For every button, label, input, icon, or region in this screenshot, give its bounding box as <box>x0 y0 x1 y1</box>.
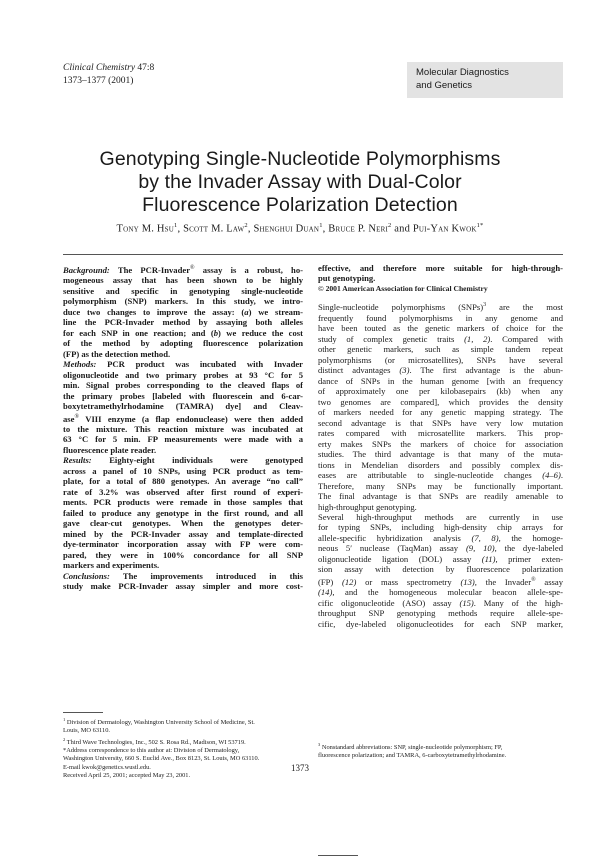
journal-pages: 1373–1377 <box>63 76 106 86</box>
text-run: (FP) as the detection method. <box>63 348 171 359</box>
text-run: Single-nucleotide polymorphisms (SNPs) <box>318 302 484 313</box>
text-run: line the PCR-Invader method by assaying both alleles <box>63 317 303 328</box>
text-run: rate of 3.2% was observed after first round of experi- <box>63 486 303 497</box>
text-line <box>318 334 563 344</box>
text-run: cific, dye-labeled oligonucleotides for each SNP marker, <box>318 618 563 629</box>
text-line <box>318 564 563 574</box>
text-run: second advantage is that SNPs have very low mutation <box>318 417 563 428</box>
author-separator: , <box>177 223 184 235</box>
text-line <box>63 736 308 747</box>
header-rule <box>63 254 563 255</box>
text-run: (3) <box>399 365 410 376</box>
footnotes-right <box>318 741 563 761</box>
text-run: for typing SNPs, including high-density chip arrays for <box>318 522 563 533</box>
author-name: Scott M. Law <box>183 223 245 235</box>
text-run: put genotyping. <box>318 273 376 284</box>
text-line <box>63 445 303 455</box>
text-run: , the Invader <box>474 576 532 587</box>
text-run: ase <box>63 413 75 424</box>
text-run: dance of SNPs in the human genome [with an frequency <box>318 375 563 386</box>
text-run: The improvements introduced in this <box>109 570 303 581</box>
copyright-line: © 2001 American Association for Clinical Chemistry <box>318 283 488 293</box>
text-run: Nonstandard abbreviations: SNP, single-nucleotide polymorphism; FP, <box>320 744 503 752</box>
text-run: 63 °C for 5 min. FP measurements were made with a <box>63 434 303 445</box>
text-line <box>63 581 303 591</box>
text-run: or mass spectrometry <box>356 576 461 587</box>
text-line <box>318 543 563 553</box>
text-run: , and the homogeneous molecular beacon allele-spe- <box>332 587 563 598</box>
text-run: failed to produce any genotype in the first round, and all <box>63 507 303 518</box>
right-column <box>318 263 563 629</box>
superscript: ® <box>531 576 536 583</box>
text-run: fluorescence plate reader. <box>63 444 157 455</box>
text-line <box>318 522 563 532</box>
text-line <box>318 300 563 312</box>
text-run: polymorphism (SNP) markers. In this study, we intro- <box>63 296 303 307</box>
text-line <box>318 481 563 491</box>
text-run: study make PCR-Invader assay simpler and more cost- <box>63 581 303 592</box>
section-label-box <box>407 62 563 98</box>
text-run: The final advantage is that SNPs are readily amenable to <box>318 491 563 502</box>
text-line <box>63 307 303 317</box>
text-line <box>63 487 303 497</box>
text-run: tions in Mendelian disorders and possibly complex dis- <box>318 459 563 470</box>
text-run: the primary probes [labeled with fluorescein and 6-car- <box>63 390 303 401</box>
text-line <box>318 533 563 543</box>
author-name: Tony M. Hsu <box>116 223 175 235</box>
text-run: oligonucleotide and two primary probes at 93 °C for 5 <box>63 369 303 380</box>
text-line <box>63 349 303 359</box>
intro-body-text <box>318 300 563 629</box>
text-run: (1, 2) <box>464 333 491 344</box>
text-line <box>63 317 303 327</box>
text-line <box>63 497 303 507</box>
text-line <box>63 772 308 780</box>
text-run: , the dye-labeled <box>494 543 563 554</box>
text-run: ments. PCR products were remade in those samples that <box>63 497 303 508</box>
text-line <box>63 727 308 735</box>
text-run: Eighty-eight individuals were genotyped <box>91 455 303 466</box>
text-run: pared, they were in 100% concordance for all SNP <box>63 549 303 560</box>
text-run: . Many of the high- <box>473 597 563 608</box>
text-line <box>318 752 563 760</box>
text-run: rates compared with microsatellite markers. This prop- <box>318 428 563 439</box>
text-run: PCR product was incubated with Invader <box>96 359 303 370</box>
text-run: distinct advantages <box>318 365 400 376</box>
text-run: other genetic markers, such as simple tandem repeat <box>318 344 563 355</box>
text-line <box>318 397 563 407</box>
text-run: are the most <box>486 302 563 313</box>
text-run: . Compared with <box>490 333 563 344</box>
text-line <box>63 455 303 465</box>
text-line <box>318 608 563 618</box>
text-line <box>318 439 563 449</box>
text-run: Therefore, many SNPs may be functionally important. <box>318 480 563 491</box>
text-run: min. Signal probes corresponding to the cleaved flaps of <box>63 380 303 391</box>
text-line <box>63 716 308 727</box>
superscript: 1 <box>63 717 66 722</box>
text-run: assay is a robust, ho- <box>194 264 303 275</box>
author-name: Shenghui Duan <box>253 223 320 235</box>
text-line <box>63 391 303 401</box>
text-run: of approximately one per kilobasepairs (kb) when any <box>318 386 563 397</box>
text-run: *Address correspondence to this author at: Division of Dermatology, <box>63 747 240 755</box>
text-run: of the method by adopting fluorescence polarization <box>63 338 303 349</box>
text-run: frequently found polymorphisms in any genome and <box>318 312 563 323</box>
author-affiliation-mark: 1* <box>476 222 484 229</box>
text-line <box>318 323 563 333</box>
text-line <box>318 344 563 354</box>
text-line <box>63 518 303 528</box>
text-run: Received April 25, 2001; accepted May 23, 2001. <box>63 772 191 780</box>
text-run: eases are attributable to single-nucleotide changes <box>318 470 543 481</box>
text-run: two genomes are compared], which provides the density <box>318 396 563 407</box>
text-line <box>318 418 563 428</box>
text-run: (FP) <box>318 576 343 587</box>
text-run: studies. The third advantage is that many of the muta- <box>318 449 563 460</box>
text-run: fluorescence polarization; and TAMRA, 6-carboxytetramethylrhodamine. <box>318 752 507 760</box>
text-line <box>63 434 303 444</box>
footnote-rule-left <box>63 712 103 713</box>
author-separator: , <box>247 223 254 235</box>
text-line <box>63 412 303 424</box>
journal-volume: 47:8 <box>137 63 155 73</box>
text-run: mogeneous assay that has been shown to be highly <box>63 275 303 286</box>
text-run: b <box>213 327 219 338</box>
text-line <box>318 554 563 564</box>
text-run: markers and experiments. <box>63 560 160 571</box>
text-run: mined by the PCR-Invader assay and template-directed <box>63 528 303 539</box>
text-line <box>63 466 303 476</box>
text-run: effective, and therefore more suitable for high-through- <box>318 263 563 273</box>
text-line <box>318 470 563 480</box>
text-run: have been touted as the genetic markers of choice for the <box>318 323 563 334</box>
text-run: duce two changes to improve the assay: ( <box>63 306 245 317</box>
text-line <box>63 550 303 560</box>
superscript: 3 <box>318 742 321 747</box>
text-run: plate, for a total of 880 genotypes. An average “no call” <box>63 476 303 487</box>
text-line <box>318 587 563 597</box>
text-run: (4–6) <box>542 470 561 481</box>
text-run: study of complex genetic traits <box>318 333 465 344</box>
text-run: Washington University, 660 S. Euclid Ave., Box 8123, St. Louis, MO 63110. <box>63 755 260 763</box>
text-line <box>318 386 563 396</box>
text-line <box>63 370 303 380</box>
text-line <box>63 747 308 755</box>
text-line <box>318 598 563 608</box>
author-affiliation-mark: 1 <box>319 222 323 229</box>
text-line <box>63 571 303 581</box>
text-line <box>63 286 303 296</box>
text-line <box>318 365 563 375</box>
article-title <box>60 148 540 217</box>
text-run: The PCR-Invader <box>109 264 191 275</box>
text-run: throughput SNP genotyping methods require allele-spe- <box>318 608 563 619</box>
journal-name: Clinical Chemistry <box>63 63 136 73</box>
text-run: dye-terminator incorporation assay with FP were com- <box>63 539 303 550</box>
text-run: polymorphisms (or microsatellites), SNPs have several <box>318 354 563 365</box>
text-run: of markers needed for any genetic mapping strategy. The <box>318 407 563 418</box>
text-run: (14) <box>318 587 333 598</box>
text-run: (7, 8) <box>471 532 499 543</box>
text-run: across a panel of 10 SNPs, using PCR product as tem- <box>63 465 303 476</box>
text-line <box>318 619 563 629</box>
author-name: Pui-Yan Kwok <box>412 223 477 235</box>
author-affiliation-mark: 1 <box>174 222 178 229</box>
text-run: (13) <box>460 576 475 587</box>
text-run: allele-specific hybridization analysis <box>318 532 472 543</box>
text-line <box>318 313 563 323</box>
text-line <box>63 359 303 369</box>
text-run: sensitive and specific in genotyping single-nucleotide <box>63 285 303 296</box>
text-line <box>318 741 563 752</box>
text-line <box>318 273 563 283</box>
text-line <box>63 560 303 570</box>
text-line <box>318 428 563 438</box>
superscript: ® <box>190 265 195 271</box>
text-run: erty makes SNPs the markers of choice for association <box>318 438 563 449</box>
author-separator: and <box>391 223 413 235</box>
author-affiliation-mark: 2 <box>387 222 392 229</box>
abstract-continuation <box>318 263 563 284</box>
text-run: ) we reduce the cost <box>218 327 303 338</box>
author-list <box>40 222 560 235</box>
text-line <box>63 380 303 390</box>
text-line <box>318 407 563 417</box>
text-run: cific oligonucleotide (ASO) assay <box>318 597 460 608</box>
text-line <box>318 575 563 587</box>
text-run: (15) <box>459 597 474 608</box>
text-run: gave clear-cut genotypes. When the genotypes deter- <box>63 518 303 529</box>
title-line-3: Fluorescence Polarization Detection <box>142 194 458 216</box>
text-line <box>63 424 303 434</box>
text-line <box>318 512 563 522</box>
text-run: to the mixture. This reaction mixture was incubated at <box>63 423 303 434</box>
author-affiliation-mark: 2 <box>244 222 248 229</box>
section-label-line2: and Genetics <box>416 79 472 91</box>
text-line <box>318 263 563 273</box>
text-run: for each SNP in one reaction; and ( <box>63 327 214 338</box>
abstract-left-column <box>63 263 303 592</box>
text-line <box>63 338 303 348</box>
title-line-2: by the Invader Assay with Dual-Color <box>138 171 462 193</box>
author-separator: , <box>322 223 329 235</box>
text-run: . The first advantage is the abun- <box>409 365 563 376</box>
journal-citation <box>63 62 154 88</box>
text-run: , the homoge- <box>498 532 563 543</box>
text-run: Division of Dermatology, Washington University School of Medicine, St. <box>65 719 255 727</box>
text-run: a <box>244 306 249 317</box>
text-run: Louis, MO 63110. <box>63 727 110 735</box>
text-run: (11) <box>481 553 496 564</box>
text-run: ) we stream- <box>248 306 303 317</box>
author-name: Bruce P. Neri <box>328 223 388 235</box>
text-line <box>318 491 563 501</box>
text-run: high-throughput genotyping. <box>318 501 417 512</box>
text-line <box>63 401 303 411</box>
title-line-1: Genotyping Single-Nucleotide Polymorphisms <box>99 148 501 170</box>
text-line <box>63 529 303 539</box>
page-number: 1373 <box>291 763 309 773</box>
text-line <box>318 376 563 386</box>
text-run: assay <box>535 576 563 587</box>
text-run: oligonucleotide ligation (DOL) assay <box>318 553 482 564</box>
text-run: Methods: <box>63 359 97 370</box>
text-run: Several high-throughput methods are currently in use <box>318 512 563 522</box>
text-line <box>63 275 303 285</box>
text-run: Results: <box>63 455 92 466</box>
text-line <box>63 539 303 549</box>
text-run: E-mail kwok@genetics.wustl.edu. <box>63 763 151 771</box>
text-run: (9, 10) <box>465 543 495 554</box>
journal-year: (2001) <box>108 76 134 86</box>
superscript: 3 <box>483 302 487 309</box>
text-line <box>318 460 563 470</box>
text-run: Third Wave Technologies, Inc., 502 S. Rosa Rd., Madison, WI 53719. <box>65 738 246 746</box>
text-run: , primer exten- <box>495 553 563 564</box>
text-run: VIII enzyme (a flap endonuclease) were then added <box>79 413 303 424</box>
section-label-line1: Molecular Diagnostics <box>416 67 509 78</box>
text-run: boxytetramethylrhodamine (TAMRA) dye] and Cleav- <box>63 401 303 412</box>
text-run: . <box>560 470 563 481</box>
text-line <box>318 449 563 459</box>
superscript: 2 <box>63 736 66 742</box>
text-line <box>318 355 563 365</box>
text-line <box>63 296 303 306</box>
text-line <box>63 328 303 338</box>
text-line <box>63 476 303 486</box>
superscript: ® <box>74 413 80 420</box>
text-line <box>63 263 303 275</box>
text-run: (12) <box>342 576 357 587</box>
text-line <box>63 508 303 518</box>
text-run: Conclusions: <box>63 570 110 581</box>
text-line <box>318 502 563 512</box>
text-run: Background: <box>63 264 110 275</box>
text-run: neous 5′ nuclease (TaqMan) assay <box>318 543 466 554</box>
text-run: sion assay with detection by fluorescence polarization <box>318 564 563 575</box>
